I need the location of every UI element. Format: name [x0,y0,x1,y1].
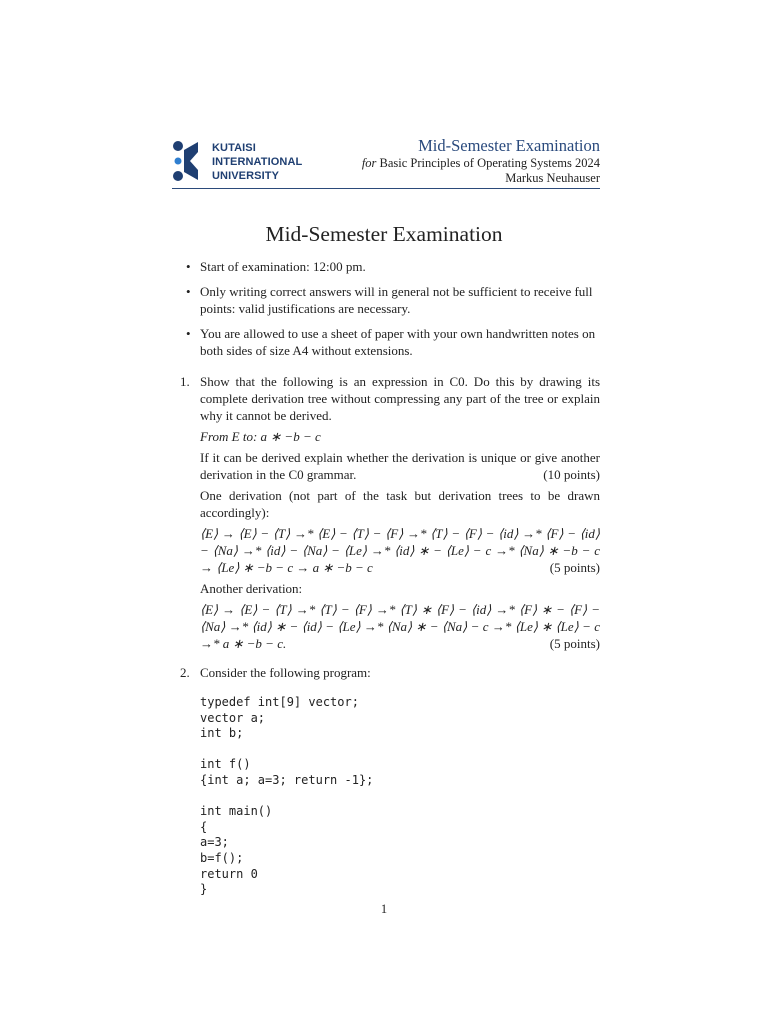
another-derivation-label: Another derivation: [200,581,303,596]
instructions-list [172,258,600,359]
bullet-icon: • [186,259,191,274]
derivation-1 [200,525,600,576]
list-item [172,325,600,359]
exam-content [172,258,600,898]
university-logo [172,136,312,184]
list-item [172,283,600,317]
code-block: typedef int[9] vector; vector a; int b; int f() {int a; a=3; return -1}; int main() { a=3; b=f(); return 0 } [200,695,374,897]
instruction-text: Start of examination: 12:00 pm. [200,259,366,274]
question-intro: Show that the following is an expression in C0. Do this by drawing its complete derivation tree without compressing any part of the tree or explain why it cannot be derived. [200,374,600,423]
derivation-2 [200,601,600,652]
instruction-text: You are allowed to use a sheet of paper with your own handwritten notes on both sides of size A4 without extensions. [200,326,596,358]
points-label: (10 points) [543,467,600,482]
derivation-text: ⟨E⟩ → ⟨E⟩ − ⟨T⟩ →* ⟨E⟩ − ⟨T⟩ − ⟨F⟩ →* ⟨T⟩ − ⟨F⟩ − ⟨id⟩ →* ⟨F⟩ − ⟨id⟩ − ⟨Na⟩ →* ⟨id⟩ − ⟨Na⟩ − ⟨Le⟩ →* ⟨id⟩ ∗ − ⟨Le⟩ − c →* ⟨Na⟩ ∗ −b − c → ⟨Le⟩ ∗ −b − c → a ∗ −b − c [200,526,600,575]
header-course-line [362,156,600,171]
bullet-icon: • [186,284,191,299]
question-intro: Consider the following program: [200,665,371,680]
points-label: (5 points) [549,636,600,651]
questions-list [172,373,600,898]
logo-text [212,141,302,183]
derivation-note: One derivation (not part of the task but derivation trees to be drawn accordingly): [200,488,600,520]
question-1 [172,373,600,652]
header-info [362,136,600,186]
page-title: Mid-Semester Examination [265,222,503,246]
question-number: 1. [180,374,190,389]
header-for-word: for [361,156,377,170]
points-label: (5 points) [549,560,600,575]
header-title: Mid-Semester Examination [418,136,600,155]
page-number: 1 [380,902,388,916]
from-line: From E to: a ∗ −b − c [200,429,321,444]
logo-line: KUTAISI [212,142,256,154]
logo-line: UNIVERSITY [212,170,280,182]
derivation-text: ⟨E⟩ → ⟨E⟩ − ⟨T⟩ →* ⟨T⟩ − ⟨F⟩ →* ⟨T⟩ ∗ ⟨F⟩ − ⟨id⟩ →* ⟨F⟩ ∗ − ⟨F⟩ − ⟨Na⟩ →* ⟨id⟩ ∗ − ⟨id⟩ − ⟨Le⟩ →* ⟨Na⟩ ∗ − ⟨Na⟩ − c →* ⟨Le⟩ ∗ ⟨Le⟩ − c →* a ∗ −b − c. [200,602,600,651]
uniqueness-text: If it can be derived explain whether the derivation is unique or give another derivation in the C0 grammar. [200,450,600,482]
list-item [172,258,600,275]
question-number: 2. [180,665,190,680]
bullet-icon: • [186,326,191,341]
logo-line: INTERNATIONAL [212,156,303,168]
instruction-text: Only writing correct answers will in general not be sufficient to receive full points: valid justifications are necessary. [200,284,593,316]
kiu-logo-icon [172,140,208,182]
page-header [172,136,600,189]
uniqueness-question [200,449,600,483]
header-author: Markus Neuhauser [505,171,600,185]
question-2 [172,664,600,898]
header-course: Basic Principles of Operating Systems 2024 [379,156,600,170]
